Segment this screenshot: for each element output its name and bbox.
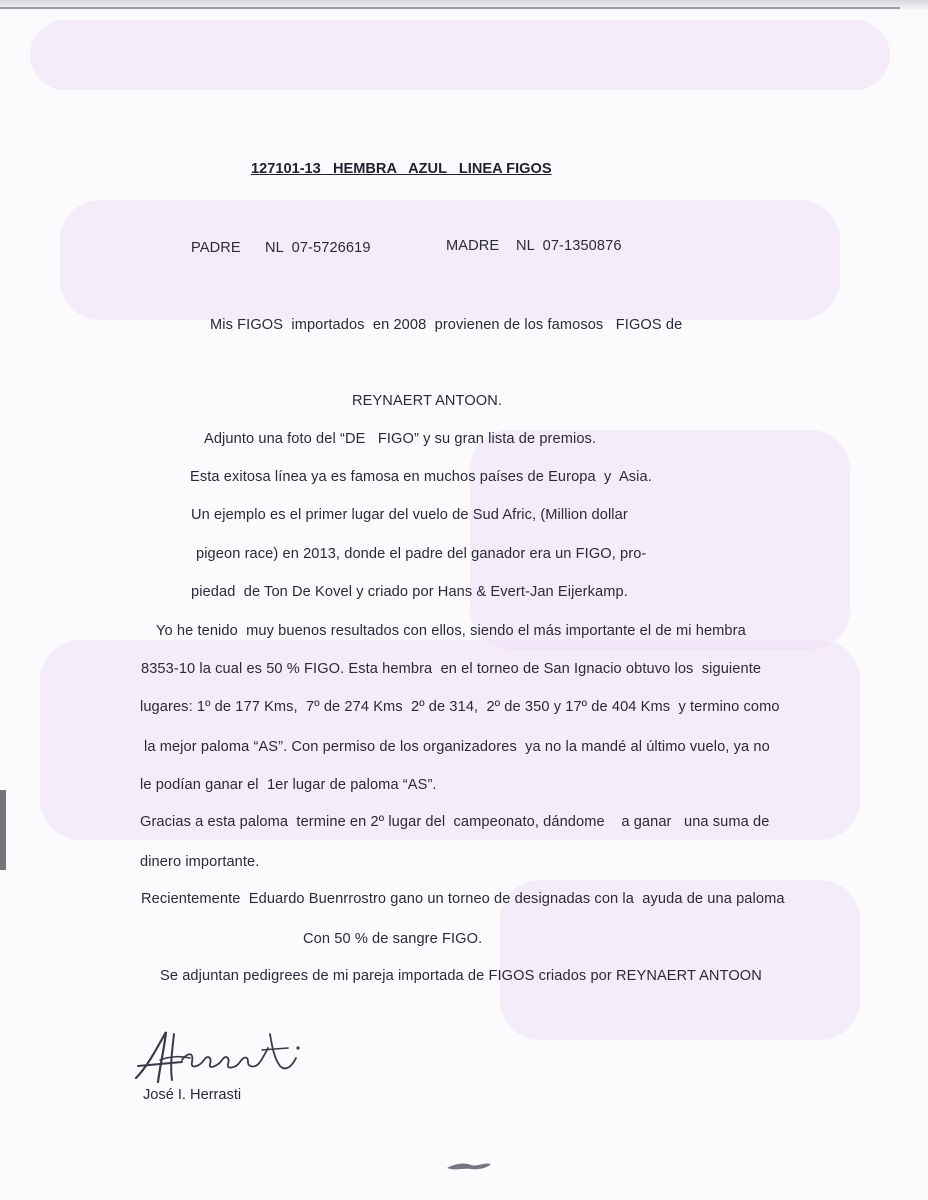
padre-value: NL 07-5726619 bbox=[265, 240, 371, 256]
body-line: la mejor paloma “AS”. Con permiso de los organizadores ya no la mandé al último vuelo, ya no bbox=[144, 739, 770, 755]
ink-smudge bbox=[445, 1158, 495, 1174]
body-line: REYNAERT ANTOON. bbox=[352, 393, 503, 409]
scan-tint bbox=[30, 20, 890, 90]
signature-image bbox=[130, 1022, 310, 1092]
body-line: Adjunto una foto del “DE FIGO” y su gran lista de premios. bbox=[204, 431, 597, 447]
scan-top-line bbox=[0, 7, 900, 9]
scan-left-edge bbox=[0, 790, 6, 870]
body-line: 8353-10 la cual es 50 % FIGO. Esta hembra en el torneo de San Ignacio obtuvo los siguiente bbox=[141, 661, 762, 677]
body-line: Yo he tenido muy buenos resultados con ellos, siendo el más importante el de mi hembra bbox=[156, 623, 746, 639]
scan-tint bbox=[470, 430, 850, 650]
body-line: Esta exitosa línea ya es famosa en muchos países de Europa y Asia. bbox=[190, 469, 652, 485]
body-line: pigeon race) en 2013, donde el padre del ganador era un FIGO, pro- bbox=[196, 546, 647, 562]
body-line: Gracias a esta paloma termine en 2º lugar del campeonato, dándome a ganar una suma de bbox=[140, 814, 770, 830]
madre-value: NL 07-1350876 bbox=[516, 238, 622, 254]
document-title: 127101-13 HEMBRA AZUL LINEA FIGOS bbox=[251, 161, 552, 177]
padre-label: PADRE bbox=[191, 240, 241, 256]
body-line: le podían ganar el 1er lugar de paloma “AS”. bbox=[140, 777, 437, 793]
body-line: Se adjuntan pedigrees de mi pareja importada de FIGOS criados por REYNAERT ANTOON bbox=[160, 968, 762, 984]
body-line: Mis FIGOS importados en 2008 provienen de los famosos FIGOS de bbox=[210, 317, 683, 333]
madre-label: MADRE bbox=[446, 238, 500, 254]
body-line: piedad de Ton De Kovel y criado por Hans & Evert-Jan Eijerkamp. bbox=[191, 584, 628, 600]
body-line: Recientemente Eduardo Buenrrostro gano un torneo de designadas con la ayuda de una paloma bbox=[141, 891, 785, 907]
body-line: lugares: 1º de 177 Kms, 7º de 274 Kms 2º de 314, 2º de 350 y 17º de 404 Kms y termino como bbox=[140, 699, 780, 715]
scan-tint bbox=[60, 200, 840, 320]
body-line: Con 50 % de sangre FIGO. bbox=[303, 931, 483, 947]
signature-name: José I. Herrasti bbox=[143, 1087, 242, 1103]
body-line: Un ejemplo es el primer lugar del vuelo de Sud Afric, (Million dollar bbox=[191, 507, 628, 523]
body-line: dinero importante. bbox=[140, 854, 260, 870]
